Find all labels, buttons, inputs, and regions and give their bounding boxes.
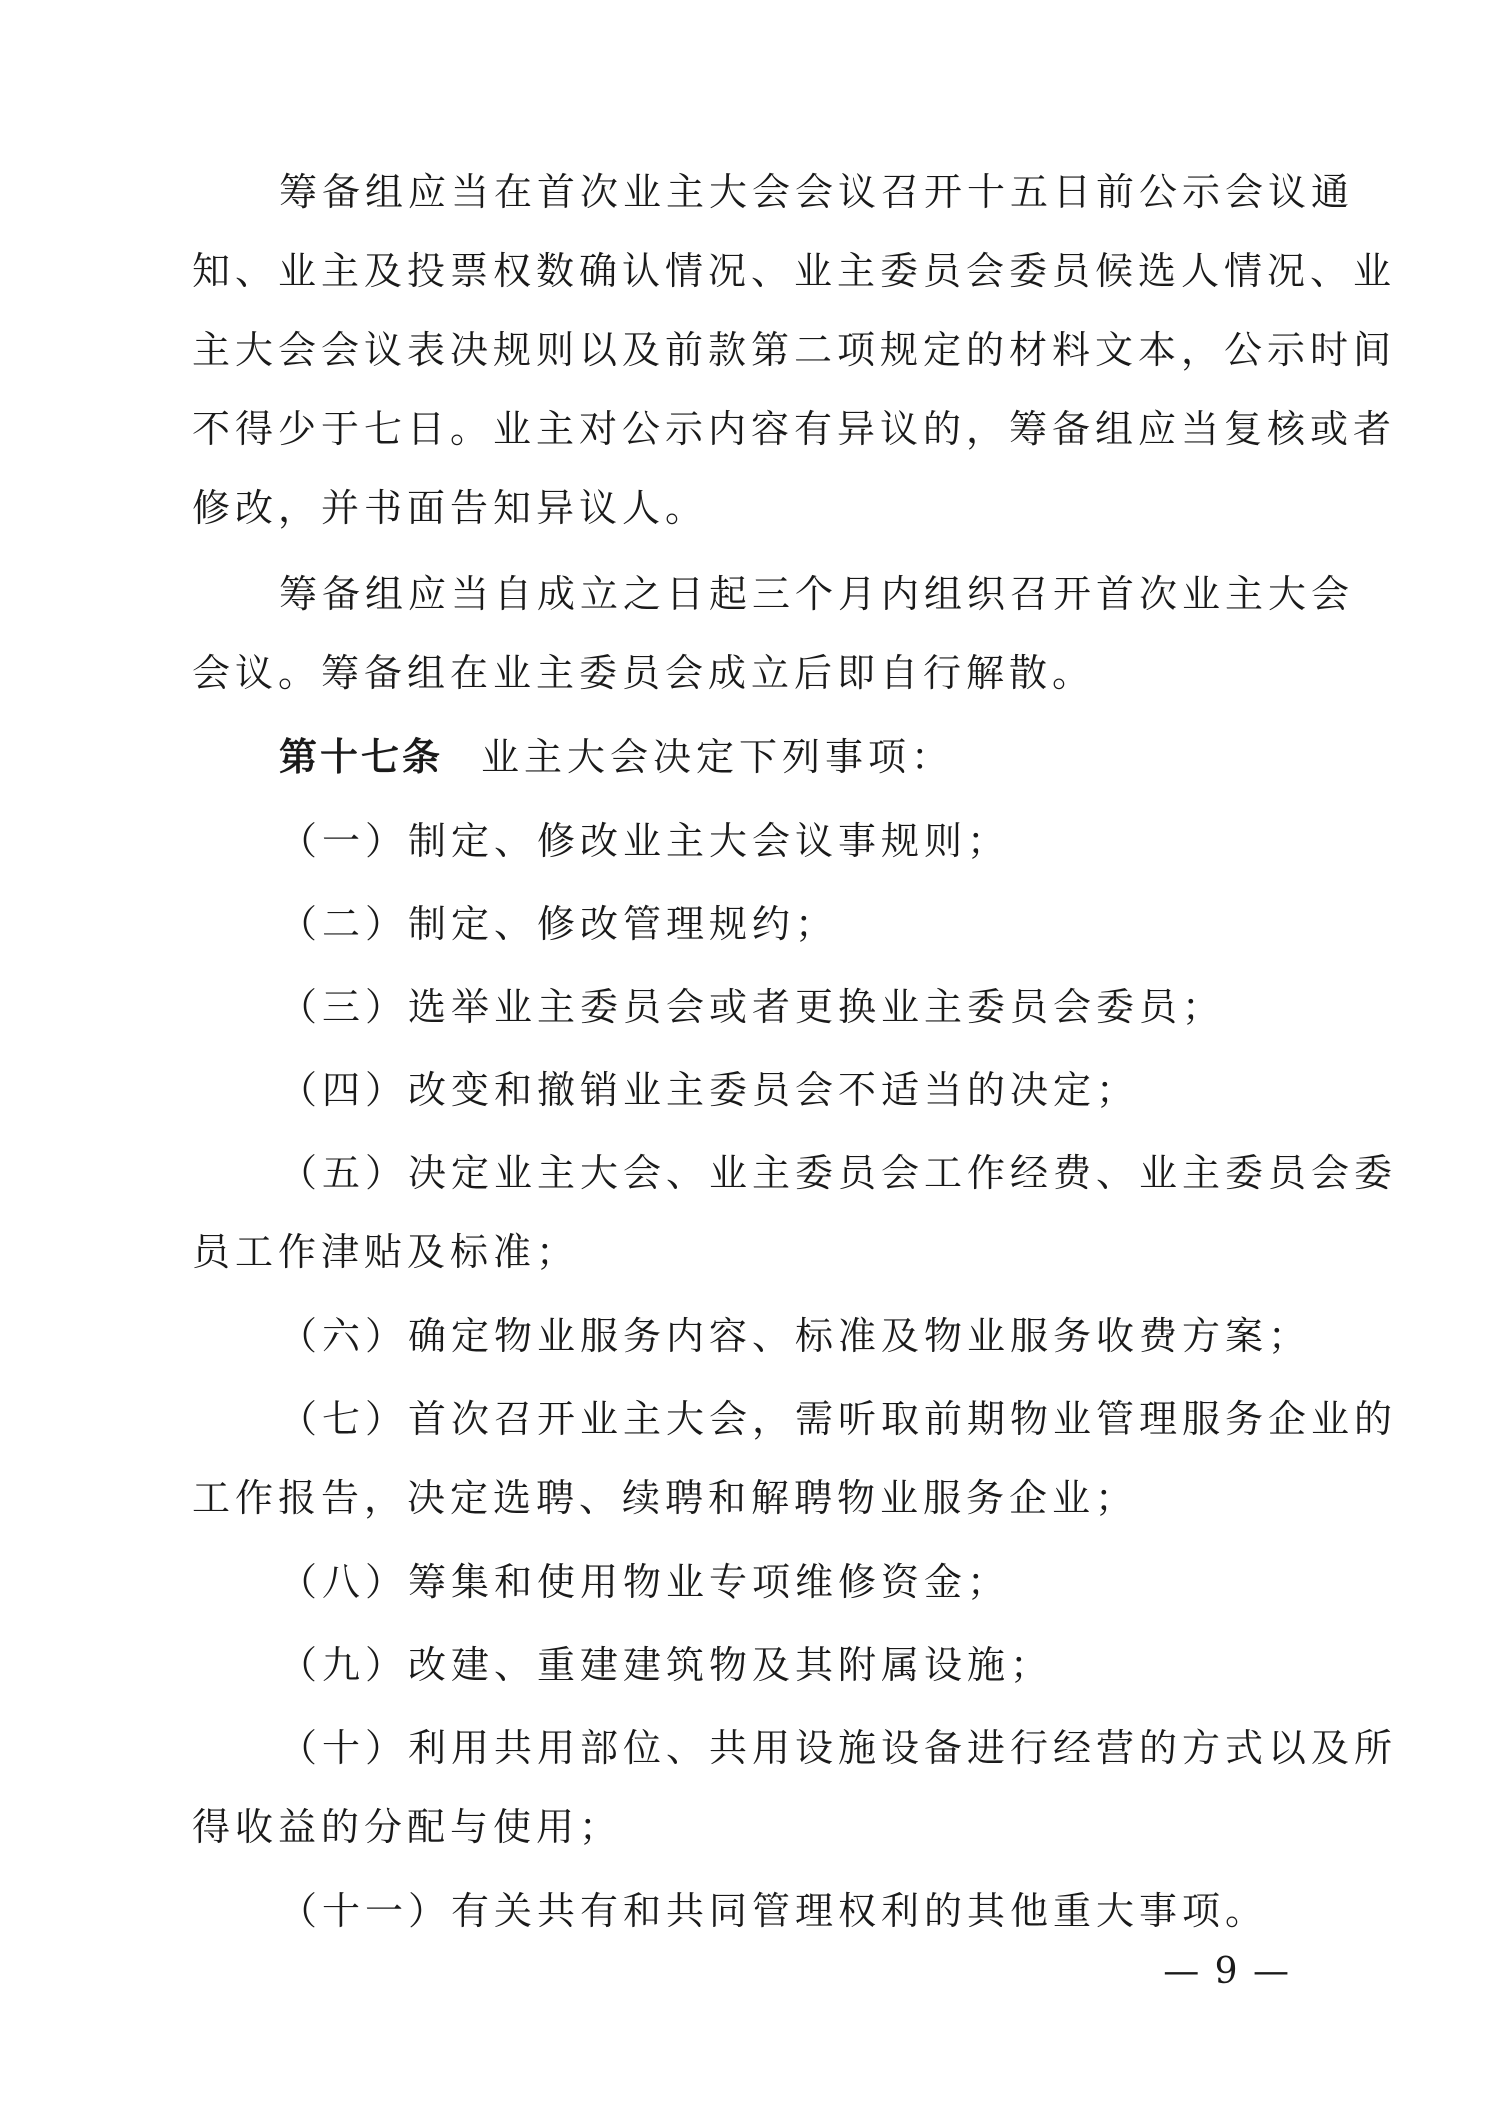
list-item: （八）筹集和使用物业专项维修资金； <box>279 1560 1011 1604</box>
paragraph-line: 知、业主及投票权数确认情况、业主委员会委员候选人情况、业 <box>192 249 1397 293</box>
paragraph-line: 筹备组应当自成立之日起三个月内组织召开首次业主大会 <box>279 572 1355 616</box>
list-item: （九）改建、重建建筑物及其附属设施； <box>279 1643 1054 1687</box>
paragraph-line: 修改，并书面告知异议人。 <box>192 486 709 530</box>
list-item: （十一）有关共有和共同管理权利的其他重大事项。 <box>279 1889 1269 1933</box>
article-heading <box>279 733 1399 781</box>
paragraph-line: 筹备组应当在首次业主大会会议召开十五日前公示会议通 <box>279 170 1355 214</box>
list-item: （三）选举业主委员会或者更换业主委员会委员； <box>279 985 1226 1029</box>
list-item: （五）决定业主大会、业主委员会工作经费、业主委员会委 <box>279 1151 1398 1195</box>
list-item: （六）确定物业服务内容、标准及物业服务收费方案； <box>279 1314 1312 1358</box>
article-text: 业主大会决定下列事项： <box>481 735 955 779</box>
list-item: （四）改变和撤销业主委员会不适当的决定； <box>279 1068 1140 1112</box>
article-label: 第十七条 <box>279 734 444 779</box>
list-item: （七）首次召开业主大会，需听取前期物业管理服务企业的 <box>279 1397 1398 1441</box>
paragraph-line: 会议。筹备组在业主委员会成立后即自行解散。 <box>192 651 1096 695</box>
page-number: — 9 — <box>1163 1951 1291 1992</box>
list-item: （一）制定、修改业主大会议事规则； <box>279 819 1011 863</box>
paragraph-line: 主大会会议表决规则以及前款第二项规定的材料文本，公示时间 <box>192 328 1397 372</box>
list-item-continuation: 得收益的分配与使用； <box>192 1805 623 1849</box>
list-item: （二）制定、修改管理规约； <box>279 902 839 946</box>
list-item-continuation: 工作报告，决定选聘、续聘和解聘物业服务企业； <box>192 1476 1139 1520</box>
list-item-continuation: 员工作津贴及标准； <box>192 1230 580 1274</box>
list-item: （十）利用共用部位、共用设施设备进行经营的方式以及所 <box>279 1726 1398 1770</box>
paragraph-line: 不得少于七日。业主对公示内容有异议的，筹备组应当复核或者 <box>192 407 1397 451</box>
